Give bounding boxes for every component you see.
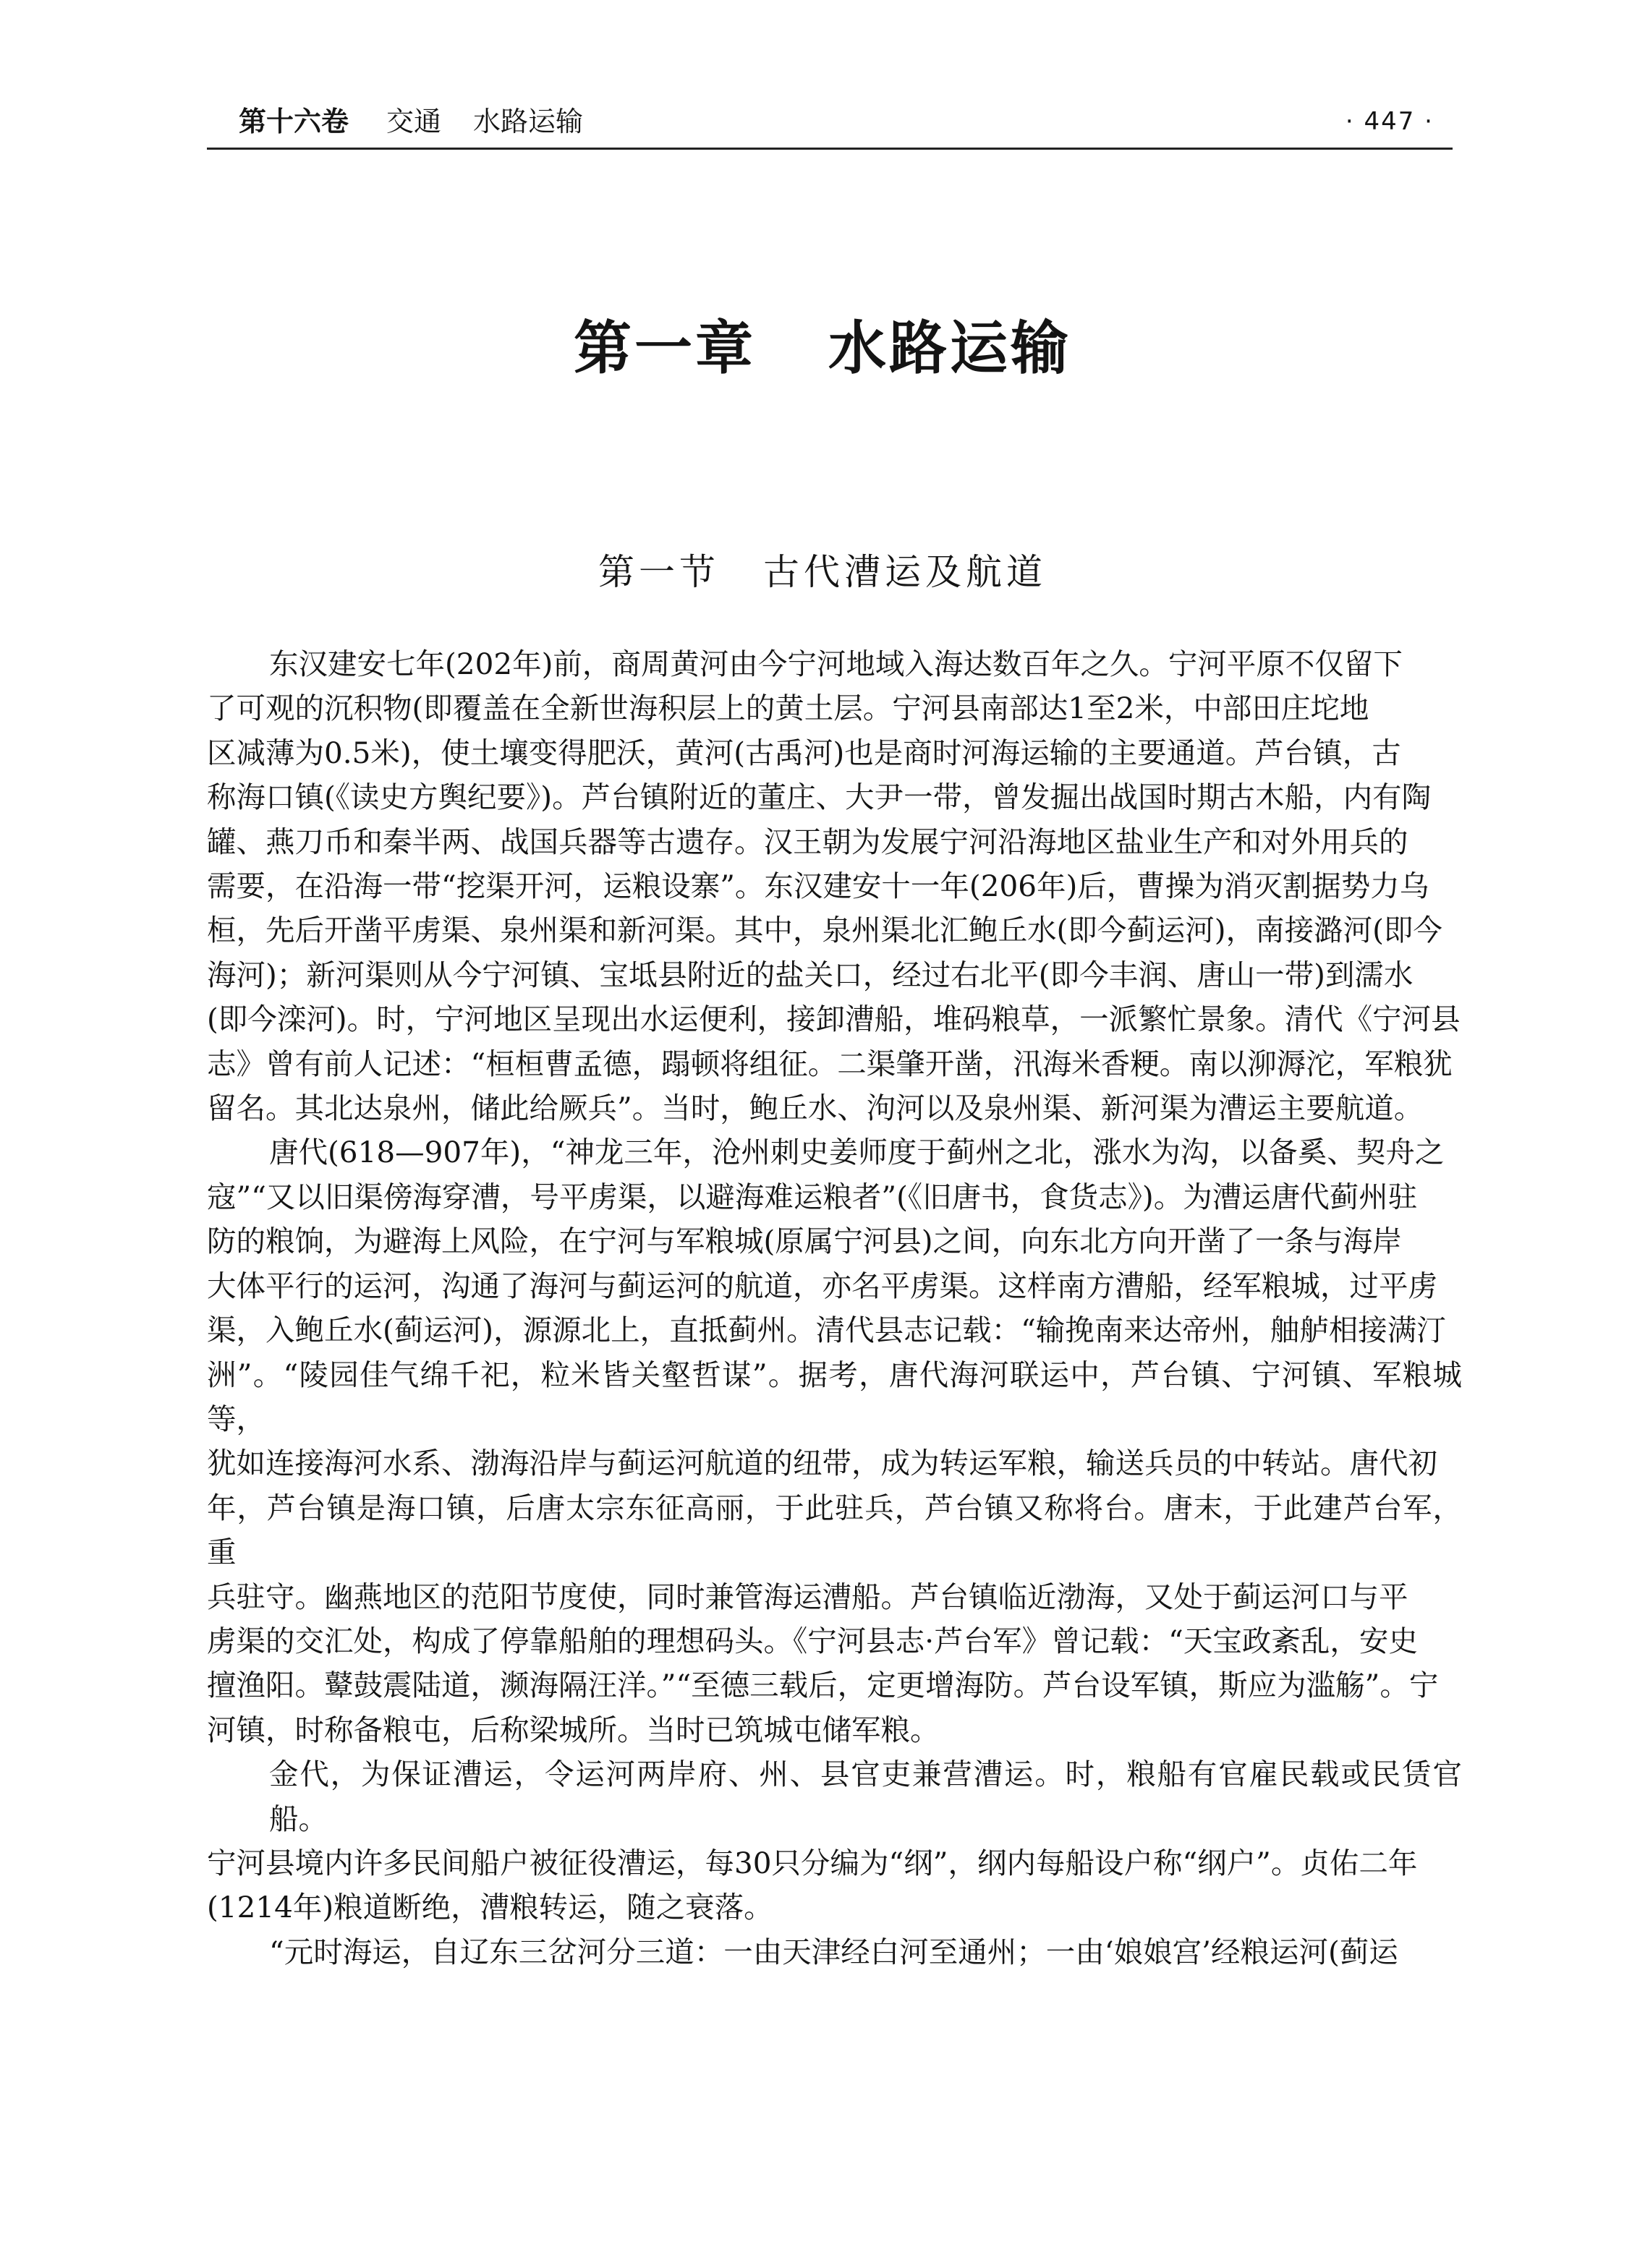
text-line: 渠，入鲍丘水(蓟运河)，源源北上，直抵蓟州。清代县志记载：“输挽南来达帝州，舳舻相接满汀: [207, 1313, 1446, 1348]
text-line: 志》曾有前人记述：“桓桓曹孟德，蹋顿将组征。二渠肇开凿，汛海米香粳。南以泖溽沱，军粮犹: [207, 1046, 1453, 1081]
section-title: [0, 547, 1645, 597]
text-line: 罐、燕刀币和秦半两、战国兵器等古遗存。汉王朝为发展宁河沿海地区盐业生产和对外用兵的: [207, 824, 1408, 859]
header-subsection: 水路运输: [473, 106, 584, 137]
text-line: 桓，先后开凿平虏渠、泉州渠和新河渠。其中，泉州渠北汇鲍丘水(即今蓟运河)，南接潞河(即今: [207, 913, 1442, 948]
header-divider: [207, 148, 1453, 150]
paragraph: [207, 1752, 1462, 1930]
text-line: (1214年)粮道断绝，漕粮转运，随之衰落。: [207, 1890, 773, 1925]
text-line: 留名。其北达泉州，储此给厥兵”。当时，鲍丘水、泃河以及泉州渠、新河渠为漕运主要航道。: [207, 1091, 1424, 1126]
paragraph: [207, 1930, 1462, 1974]
text-line: 区减薄为0.5米)，使土壤变得肥沃，黄河(古禹河)也是商时河海运输的主要通道。芦台镇，古: [207, 735, 1401, 770]
text-line: 擅渔阳。鼙鼓震陆道，濒海隔汪洋。”“至德三载后，定更增海防。芦台设军镇，斯应为滥觞”。宁: [207, 1668, 1439, 1703]
text-line: 了可观的沉积物(即覆盖在全新世海积层上的黄土层。宁河县南部达1至2米，中部田庄坨地: [207, 691, 1369, 726]
text-line: 金代，为保证漕运，令运河两岸府、州、县官吏兼营漕运。时，粮船有官雇民载或民赁官船。: [269, 1757, 1462, 1836]
text-line: 洲”。“陵园佳气绵千祀，粒米皆关壑哲谋”。据考，唐代海河联运中，芦台镇、宁河镇、军粮城等，: [207, 1357, 1462, 1436]
text-line: 犹如连接海河水系、渤海沿岸与蓟运河航道的纽带，成为转运军粮，输送兵员的中转站。唐代初: [207, 1446, 1437, 1481]
text-line: 防的粮饷，为避海上风险，在宁河与军粮城(原属宁河县)之间，向东北方向开凿了一条与海岸: [207, 1224, 1402, 1259]
running-header: [207, 103, 1453, 146]
text-line: 东汉建安七年(202年)前，商周黄河由今宁河地域入海达数百年之久。宁河平原不仅留下: [269, 647, 1403, 681]
text-line: 宁河县境内许多民间船户被征役漕运，每30只分编为“纲”，纲内每船设户称“纲户”。贞佑二年: [207, 1845, 1418, 1880]
body-text: [207, 642, 1462, 1974]
text-line: 称海口镇(《读史方舆纪要》)。芦台镇附近的董庄、大尹一带，曾发掘出战国时期古木船，内有陶: [207, 780, 1432, 815]
text-line: 需要，在沿海一带“挖渠开河，运粮设寨”。东汉建安十一年(206年)后，曹操为消灭割据势力乌: [207, 869, 1429, 904]
text-line: 唐代(618—907年)，“神龙三年，沧州刺史姜师度于蓟州之北，涨水为沟，以备奚、契舟之: [269, 1135, 1445, 1170]
page-number: · 447 ·: [1345, 107, 1434, 136]
header-breadcrumb: [239, 104, 583, 139]
chapter-name: 水路运输: [828, 315, 1071, 382]
text-line: 兵驻守。幽燕地区的范阳节度使，同时兼管海运漕船。芦台镇临近渤海，又处于蓟运河口与平: [207, 1579, 1408, 1614]
text-line: 寇”“又以旧渠傍海穿漕，号平虏渠，以避海难运粮者”(《旧唐书，食货志》)。为漕运唐代蓟州驻: [207, 1179, 1418, 1214]
paragraph: [207, 1130, 1462, 1752]
section-name: 古代漕运及航道: [763, 551, 1047, 593]
text-line: (即今滦河)。时，宁河地区呈现出水运便利，接卸漕船，堆码粮草，一派繁忙景象。清代《宁河县: [207, 1002, 1461, 1037]
chapter-title: [0, 312, 1645, 385]
text-line: 大体平行的运河，沟通了海河与蓟运河的航道，亦名平虏渠。这样南方漕船，经军粮城，过平虏: [207, 1268, 1437, 1303]
header-volume: 第十六卷: [239, 106, 349, 137]
text-line: 虏渠的交汇处，构成了停靠船舶的理想码头。《宁河县志·芦台军》曾记载：“天宝政紊乱，安史: [207, 1623, 1418, 1658]
text-line: “元时海运，自辽东三岔河分三道：一由天津经白河至通州；一由‘娘娘宫’经粮运河(蓟运: [269, 1934, 1398, 1969]
text-line: 年，芦台镇是海口镇，后唐太宗东征高丽，于此驻兵，芦台镇又称将台。唐末，于此建芦台军，重: [207, 1490, 1462, 1570]
section-number: 第一节: [598, 551, 720, 593]
paragraph: [207, 642, 1462, 1130]
text-line: 河镇，时称备粮屯，后称梁城所。当时已筑城屯储军粮。: [207, 1712, 940, 1747]
chapter-number: 第一章: [574, 315, 756, 382]
header-section: 交通: [386, 106, 442, 137]
text-line: 海河)；新河渠则从今宁河镇、宝坻县附近的盐关口，经过右北平(即今丰润、唐山一带)到濡水: [207, 957, 1414, 992]
